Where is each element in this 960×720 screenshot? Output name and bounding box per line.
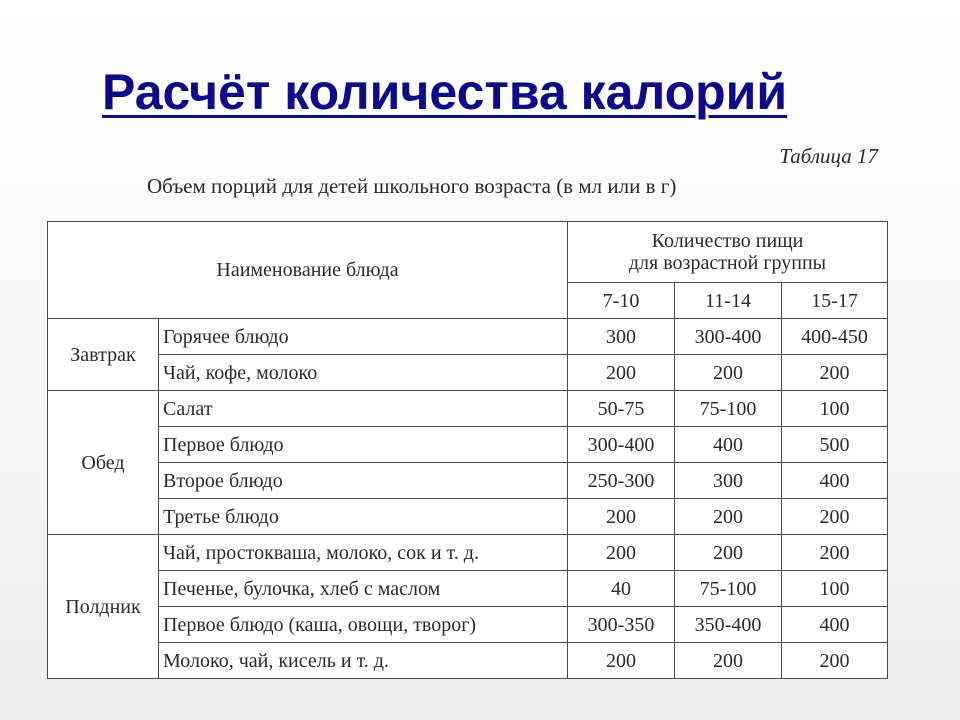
table-number: Таблица 17 xyxy=(779,144,878,168)
portion-value: 200 xyxy=(782,499,888,535)
dish-name: Горячее блюдо xyxy=(159,319,568,355)
portion-value: 200 xyxy=(782,355,888,391)
header-age-11-14: 11-14 xyxy=(675,283,782,319)
portion-value: 200 xyxy=(782,535,888,571)
dish-name: Третье блюдо xyxy=(159,499,568,535)
portion-value: 200 xyxy=(675,643,782,679)
portion-value: 200 xyxy=(568,535,675,571)
table-row xyxy=(48,643,888,679)
header-age-15-17: 15-17 xyxy=(782,283,888,319)
meal-group-poldnik: Полдник xyxy=(48,535,159,679)
portion-value: 200 xyxy=(782,643,888,679)
table-row xyxy=(48,319,888,355)
table-row xyxy=(48,499,888,535)
portion-value: 400-450 xyxy=(782,319,888,355)
table-row xyxy=(48,427,888,463)
table-body xyxy=(48,222,888,679)
table-row xyxy=(48,463,888,499)
portion-value: 50-75 xyxy=(568,391,675,427)
meal-group-zavtrak: Завтрак xyxy=(48,319,159,391)
header-amount xyxy=(568,222,888,283)
table-caption: Объем порций для детей школьного возраста (в мл или в г) xyxy=(147,174,677,198)
portion-value: 40 xyxy=(568,571,675,607)
header-age-7-10: 7-10 xyxy=(568,283,675,319)
portion-value: 100 xyxy=(782,391,888,427)
portion-value: 400 xyxy=(675,427,782,463)
slide-title: Расчёт количества калорий xyxy=(102,64,788,120)
table-row xyxy=(48,535,888,571)
portion-value: 75-100 xyxy=(675,571,782,607)
table-row xyxy=(48,391,888,427)
dish-name: Первое блюдо xyxy=(159,427,568,463)
portion-value: 200 xyxy=(568,499,675,535)
portion-value: 100 xyxy=(782,571,888,607)
dish-name: Чай, простокваша, молоко, сок и т. д. xyxy=(159,535,568,571)
header-amount-line-2: для возрастной группы xyxy=(628,252,827,274)
portion-value: 400 xyxy=(782,607,888,643)
portion-value: 300 xyxy=(568,319,675,355)
dish-name: Второе блюдо xyxy=(159,463,568,499)
portion-value: 300-400 xyxy=(675,319,782,355)
header-amount-line-1: Количество пищи xyxy=(651,230,804,252)
portion-value: 75-100 xyxy=(675,391,782,427)
portion-value: 350-400 xyxy=(675,607,782,643)
header-dish-name: Наименование блюда xyxy=(48,222,568,319)
portion-value: 200 xyxy=(675,355,782,391)
portions-table xyxy=(47,221,888,679)
header-row-top xyxy=(48,222,888,283)
table-row xyxy=(48,355,888,391)
portion-value: 300-400 xyxy=(568,427,675,463)
portion-value: 300-350 xyxy=(568,607,675,643)
dish-name: Молоко, чай, кисель и т. д. xyxy=(159,643,568,679)
portion-value: 200 xyxy=(568,643,675,679)
portion-value: 200 xyxy=(568,355,675,391)
dish-name: Салат xyxy=(159,391,568,427)
portion-value: 200 xyxy=(675,535,782,571)
dish-name: Чай, кофе, молоко xyxy=(159,355,568,391)
portion-value: 250-300 xyxy=(568,463,675,499)
dish-name: Первое блюдо (каша, овощи, творог) xyxy=(159,607,568,643)
dish-name: Печенье, булочка, хлеб с маслом xyxy=(159,571,568,607)
table-row xyxy=(48,607,888,643)
meal-group-obed: Обед xyxy=(48,391,159,535)
portion-value: 500 xyxy=(782,427,888,463)
portion-value: 300 xyxy=(675,463,782,499)
table-row xyxy=(48,571,888,607)
portion-value: 200 xyxy=(675,499,782,535)
portion-value: 400 xyxy=(782,463,888,499)
